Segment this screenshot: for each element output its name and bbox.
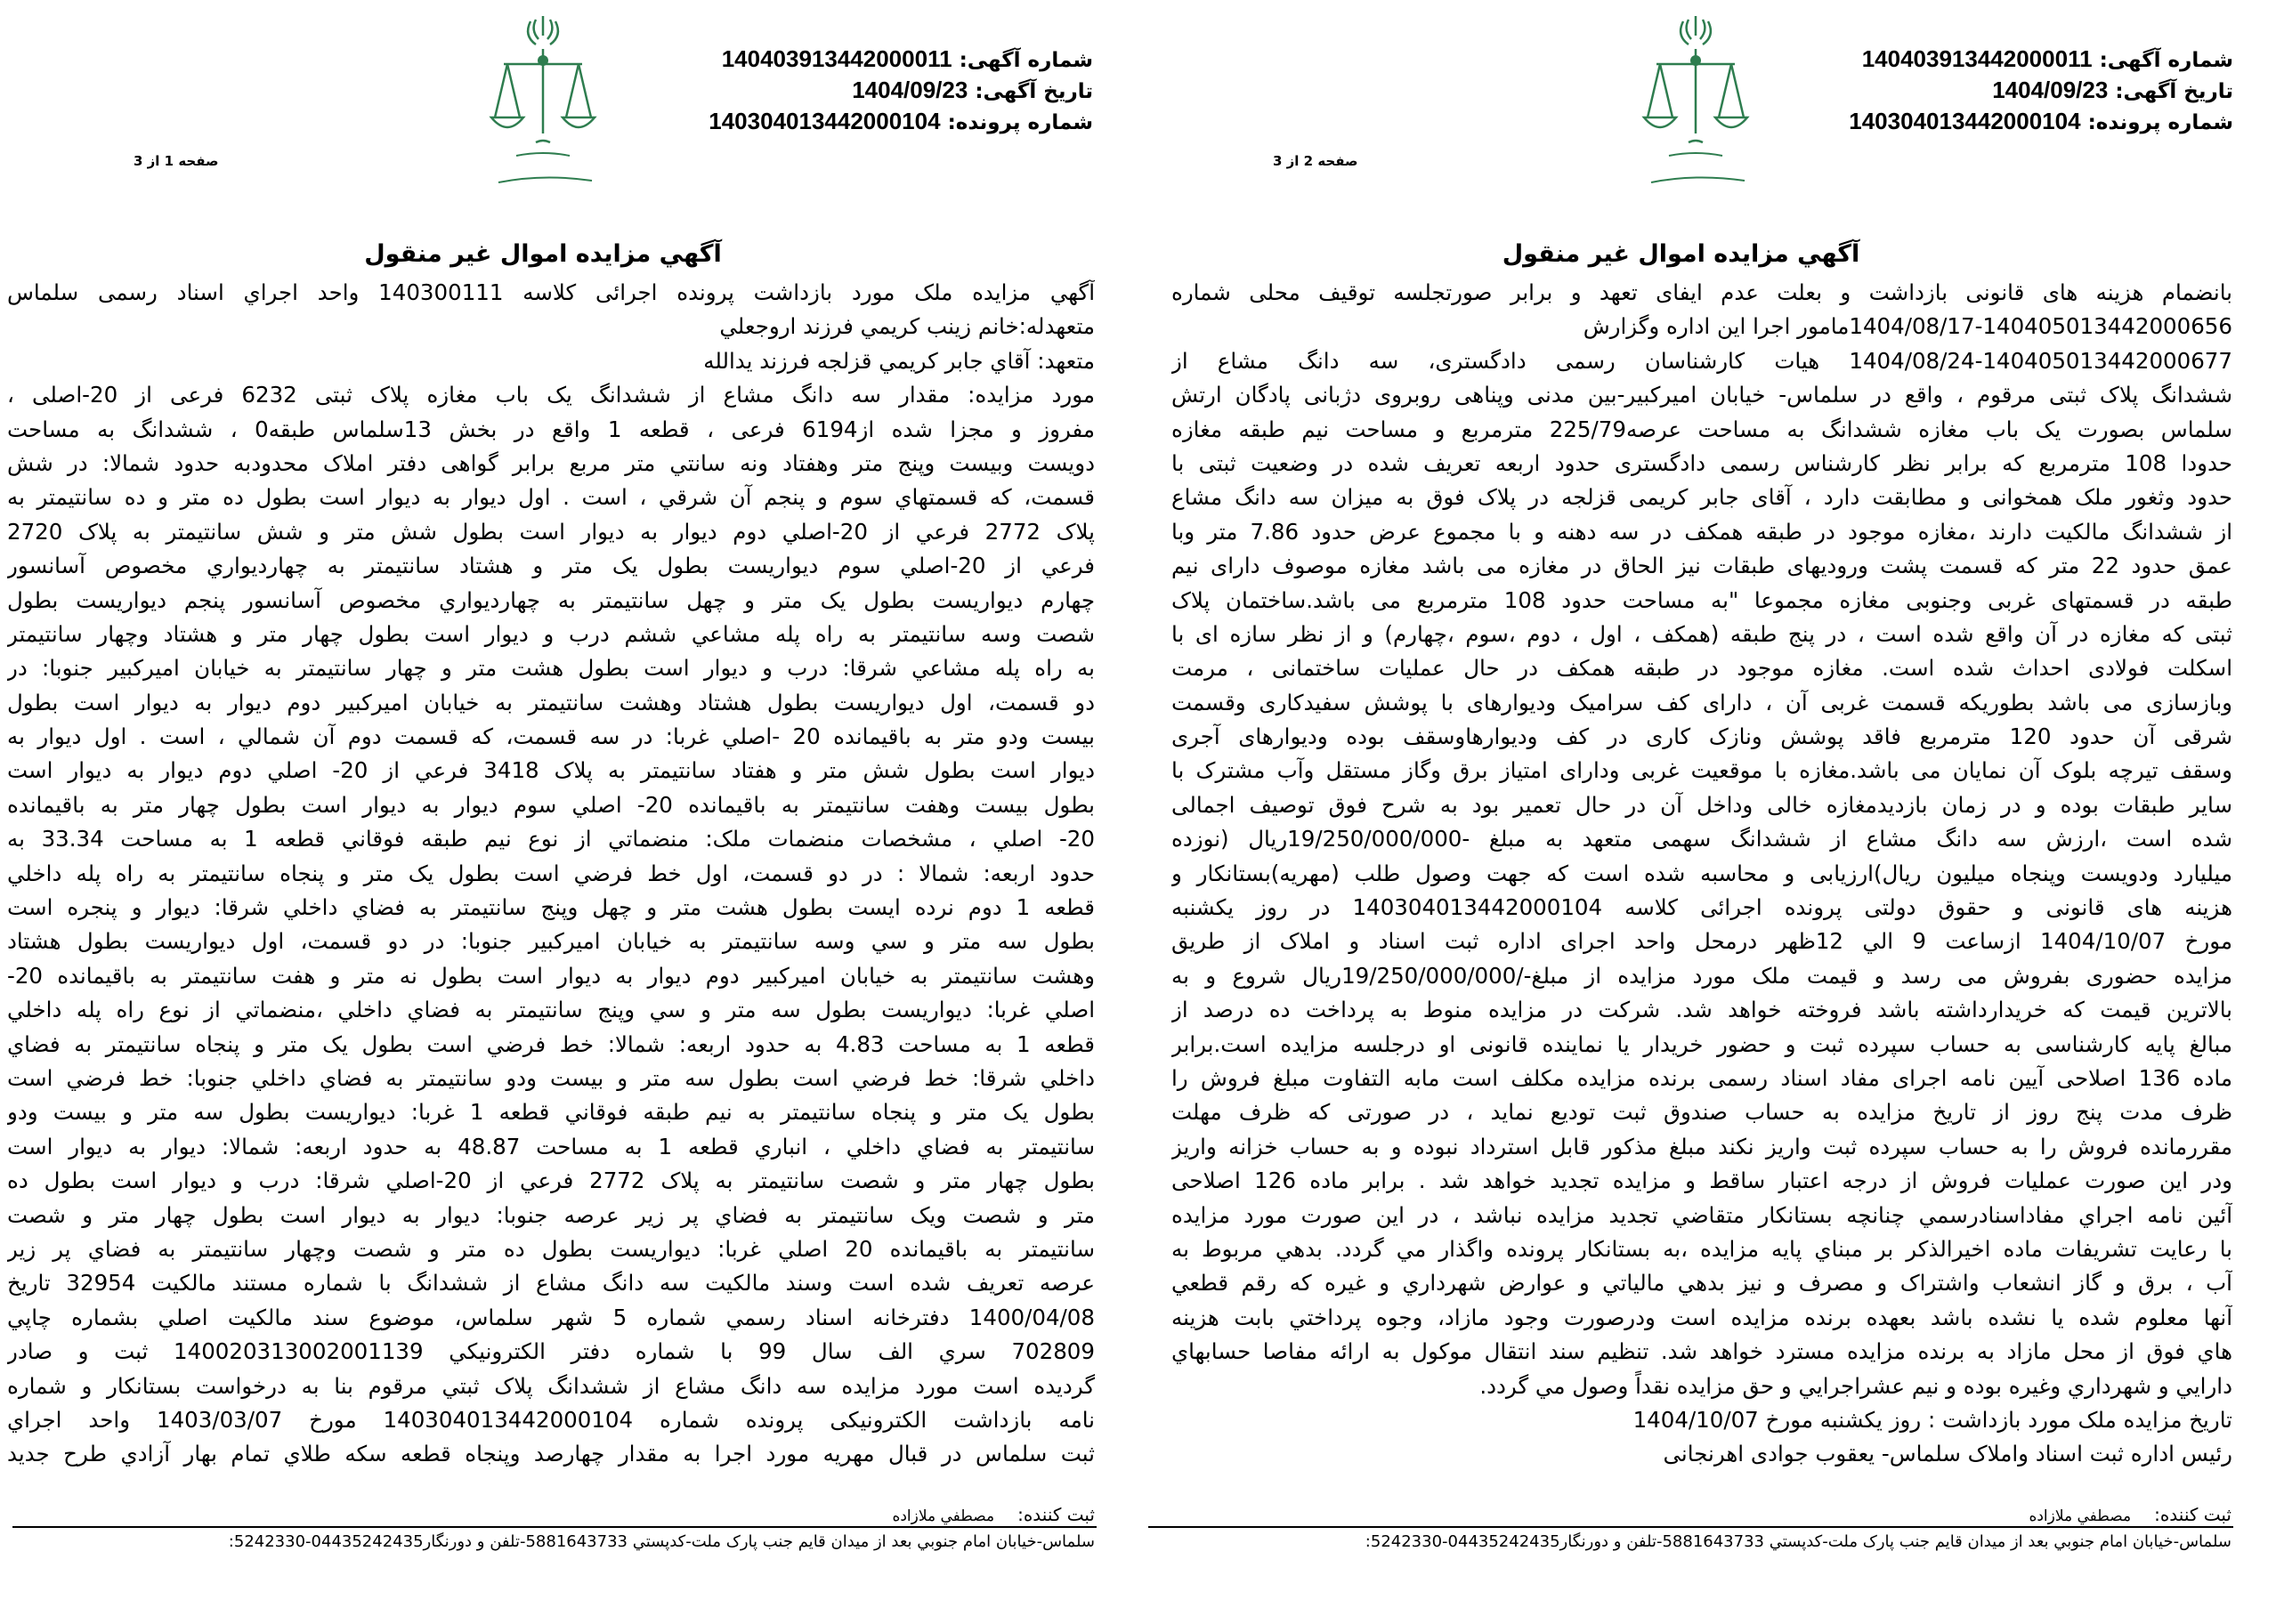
body-line: اصلي غربا: ديواريست بطول سه متر و سي وپنج سانتيمتر به فضاي داخلي ،منضماتي از نوع راه پله داخلي (7, 997, 1095, 1023)
body-line: هاي فوق از محل مازاد به برنده مزايده مسترد خواهد شد. تنظيم سند انتقال موكول به ارائه مفاصا حسابهاي (1171, 1338, 2232, 1365)
body-line: شرقى آن حدود 120 مترمربع فاقد پوشش ونازک كارى در كف وديوارهاوسقف بوده وديوارهاى آجرى (1171, 723, 2232, 750)
notice-date-label: تاریخ آگهی: (2115, 80, 2233, 103)
registrar-label: ثبت کننده: (1017, 1504, 1095, 1525)
notice-date-row (1849, 76, 2233, 107)
body-line: بطول يک متر و پنجاه سانتيمتر به نيم طبقه فوقاني قطعه 1 غربا: ديواريست بطول سه متر و بيست ودو (7, 1099, 1095, 1126)
case-number: 140304013442000104 (709, 108, 941, 134)
body-line: بطول چهار متر و شصت سانتيمتر به پلاک 2772 فرعي از 20-اصلي شرقا: درب و ديوار است بطول ده (7, 1168, 1095, 1194)
judiciary-scales-logo-icon (1633, 9, 1758, 200)
notice-number: 140403913442000011 (721, 45, 952, 72)
body-line: از ششدانگ مالكيت دارند ،مغازه موجود در طبقه همكف در سه دهنه و با مجموع عرض حدود 7.86 متر وبا (1171, 518, 2232, 545)
case-number-label: شماره پرونده: (947, 111, 1093, 134)
body-line: عرصه تعريف شده است وسند مالكيت سه دانگ مشاع از ششدانگ با شماره مستند مالكيت 32954 تاريخ (7, 1270, 1095, 1297)
judiciary-scales-logo-icon (481, 9, 605, 200)
body-line: بيست ودو متر به باقيمانده 20 -اصلي غربا: در سه قسمت، كه قسمت دوم آن شمالي ، است . اول ديوار به (7, 723, 1095, 750)
registrar (2029, 1504, 2231, 1525)
body-line: تاريخ مزايده ملک مورد بازداشت : روز يكشنبه مورخ 1404/10/07 (1632, 1406, 2232, 1433)
notice-number-row (1849, 44, 2233, 76)
body-line: اسكلت فولادى احداث شده است. مغازه موجود در طبقه همكف در حال عمليات ساختمانى ، مرمت (1171, 655, 2232, 682)
notice-date-label: تاریخ آگهی: (975, 80, 1093, 103)
body-line: ودر اين صورت عمليات فروش از درجه اعتبار ساقط و مزايده تجديد خواهد شد . برابر ماده 126 اصلاحى (1171, 1168, 2232, 1194)
notice-header (1849, 44, 2233, 138)
body-line: چهارم ديواريست بطول يک متر و چهل سانتيمتر به چهارديواري مخصوص آسانسور پنجم ديواريست بطول (7, 586, 1095, 613)
case-number: 140304013442000104 (1849, 108, 2081, 134)
case-number-row (709, 107, 1093, 138)
body-line: قطعه 1 دوم نرده ايست بطول هشت متر و چهل وپنج سانتيمتر به فضاي داخلي شرقا: ديوار و پنجره است (7, 894, 1095, 921)
body-line: با رعايت تشريفات ماده اخيرالذكر بر مبناي پايه مزايده ،به بستانكار پرونده واگذار مي گردد. بدهي مربوط به (1171, 1235, 2232, 1262)
body-line: آنها معلوم شده يا نشده باشد بعهده برنده مزايده است ودرصورت وجود مازاد، وجوه پرداختي بابت هزينه (1171, 1304, 2232, 1330)
body-line: متعهد: آقاي جابر كريمي قزلجه فرزند يدالله (703, 347, 1095, 374)
body-line: ثبتى كه مغازه در آن واقع شده است ، در پنج طبقه (همكف ، اول ، دوم ،سوم ،چهارم) و از نظر سازه اى با (1171, 620, 2232, 647)
body-line: آئين نامه اجراي مفاداسنادرسمي چنانچه بستانكار متقاضي تجديد مزايده نباشد ، در اين صورت مورد مزايده (1171, 1201, 2232, 1228)
notice-number: 140403913442000011 (1861, 45, 2093, 72)
body-line: شصت وسه سانتيمتر به راه پله مشاعي ششم درب و ديوار است بطول چهار متر و هشتاد وچهار سانتيمتر (7, 620, 1095, 647)
notice-date: 1404/09/23 (852, 77, 968, 103)
notice-number-row (709, 44, 1093, 76)
body-line: مفروز و مجزا شده از6194 فرعی ، قطعه 1 واقع در بخش 13سلماس طبقه0 ، ششدانگ به مساحت (7, 416, 1095, 442)
body-line: مقررمانده فروش را به حساب سپرده ثبت واريز نكند مبلغ مذكور قابل استرداد نبوده و به حساب خزانه واريز (1171, 1133, 2232, 1159)
notice-title: آگهي مزايده اموال غير منقول (364, 240, 722, 268)
page-number: صفحه 2 از 3 (1273, 153, 1358, 169)
registrar-name: مصطفي ملازاده (2029, 1507, 2132, 1525)
body-line: دارايي و شهرداري وغيره بوده و نيم عشراجرايي و حق مزايده نقداً وصول مي گردد. (1479, 1372, 2232, 1399)
body-line: وهشت سانتيمتر به خيابان اميركبير دوم ديوار به ديوار است بطول نه متر و هفت سانتيمتر به باقيمانده 20- (7, 962, 1095, 989)
body-line: آگهي مزايده ملک مورد بازداشت پرونده اجرائی کلاسه 140300111 واحد اجراي اسناد رسمی سلماس (7, 279, 1095, 305)
body-line: به راه پله مشاعي شرقا: درب و ديوار است بطول هشت متر و چهار سانتيمتر به خيابان اميركبير جنوبا: در (7, 655, 1095, 682)
body-line: هزينه هاى قانونى و حقوق دولتى پرونده اجرائى كلاسه 140304013442000104 در روز يكشنبه (1171, 894, 2232, 921)
body-line: حدودا 108 مترمربع كه برابر نظر كارشناس رسمى دادگسترى حدود اربعه تعريف شده در وضعيت ثبتى با (1171, 449, 2232, 476)
body-line: فرعي از 20-اصلي سوم ديواريست بطول يک متر و هشتاد سانتيمتر به چهارديواري مخصوص آسانسور (7, 553, 1095, 579)
body-line: 20- اصلي ، مشخصات منضمات ملک: منضماتي از نوع نيم طبقه فوقاني قطعه 1 به مساحت 33.34 به (7, 826, 1095, 852)
case-number-label: شماره پرونده: (2087, 111, 2233, 134)
body-line: 1404/08/24-14040501344200067‌7 هيات كارشناسان رسمى دادگسترى، سه دانگ مشاع از (1171, 347, 2232, 374)
office-address: سلماس-خيابان امام جنوبي بعد از ميدان قايم جنب پارک ملت-کدپستي 5881643733-تلفن و دورنگار04435242435-5242330: (228, 1532, 1095, 1551)
body-line: ششدانگ پلاک ثبتی مرقوم ، واقع در سلماس- خيابان اميركبير-بين مدنى وپناهى روبروى دژبانى پادگان ارتش (1171, 382, 2232, 408)
notice-title: آگهي مزايده اموال غير منقول (1502, 240, 1860, 268)
registrar-label: ثبت کننده: (2154, 1504, 2231, 1525)
body-line: دو قسمت، اول ديواريست بطول هشتاد وهشت سانتيمتر به خيابان اميركبير دوم ديوار به ديوار است بطول (7, 689, 1095, 715)
body-line: 702809 سري الف سال 99 با شماره دفتر الكترونيكي 140020313002001139 ثبت و صادر (7, 1338, 1095, 1365)
body-line: متر و شصت ويک سانتيمتر به فضاي پر زير عرصه جنوبا: ديوار به ديوار است بطول چهار متر و شصت (7, 1201, 1095, 1228)
body-line: وبازسازى مى باشد بطوريكه قسمت غربى آن ، داراى كف سراميک وديوارهاى با پوشش سفيدكارى وقسمت (1171, 689, 2232, 715)
notice-header (709, 44, 1093, 138)
body-line: سانتيمتر به فضاي داخلي ، انباري قطعه 1 به مساحت 48.87 به حدود اربعه: شمالا: ديوار به ديوار است (7, 1133, 1095, 1159)
body-line: عمق حدود 22 متر كه قسمت پشت وروديهاى طبقات نيز الحاق در مغازه مى باشد مغازه موصوف داراى نيم (1171, 553, 2232, 579)
notice-body (1171, 276, 2232, 1472)
notice-date: 1404/09/23 (1992, 77, 2109, 103)
notice-date-row (709, 76, 1093, 107)
registrar (892, 1504, 1095, 1525)
body-line: شده است ،ارزش سه دانگ مشاع از ششدانگ سهمى متعهد به مبلغ -19/250/000/000ريال (نوزده (1171, 826, 2232, 852)
notice-number-label: شماره آگهی: (959, 49, 1093, 72)
body-line: داخلي شرقا: خط فرضي است بطول سه متر و بيست ودو سانتيمتر به فضاي داخلي جنوبا: خط فرضي است (7, 1064, 1095, 1091)
body-line: ثبت سلماس در قبال مهريه مورد اجرا به مقدار چهارصد وپنجاه قطعه سكه طلاي تمام بهار آزادي طرح جديد (7, 1441, 1095, 1467)
body-line: مورد مزايده: مقدار سه دانگ مشاع از ششدانگ يک باب مغازه پلاک ثبتی 6232 فرعی از 20-اصلی ، (7, 382, 1095, 408)
notice-body (7, 276, 1095, 1472)
notice-number-label: شماره آگهی: (2099, 49, 2233, 72)
body-line: متعهدله:خانم زينب كريمي فرزند اروجعلي (719, 313, 1095, 340)
body-line: 1404/08/17-14040501344200065‌6مامور اجرا اين اداره وگزارش (1583, 313, 2232, 340)
body-line: ديوار است بطول شش متر و هفتاد سانتيمتر به پلاک 3418 فرعي از 20- اصلي دوم ديوار به ديوار است (7, 757, 1095, 784)
body-line: سانتيمتر به باقيمانده 20 اصلي غربا: ديواريست بطول ده متر و شصت وچهار سانتيمتر به فضاي پر زير (7, 1235, 1095, 1262)
page-number: صفحه 1 از 3 (134, 153, 219, 169)
body-line: طبقه در قسمتهاى غربى وجنوبى مغازه مجموعا "به مساحت حدود 108 مترمربع مى باشد.ساختمان پلاک (1171, 586, 2232, 613)
body-line: سلماس بصورت يک باب مغازه ششدانگ به مساحت عرصه225/79 مترمربع و مساحت نيم طبقه مغازه (1171, 416, 2232, 442)
body-line: وسقف تيرچه بلوک آن نمايان مى باشد.مغازه با موقعيت غربى وداراى امتياز برق وگاز مستقل وآب مشترک با (1171, 757, 2232, 784)
body-line: پلاک 2772 فرعي از 20-اصلي دوم ديوار به ديوار است بطول شش متر و شش سانتيمتر به پلاک 2720 (7, 518, 1095, 545)
body-line: بطول بيست وهفت سانتيمتر به باقيمانده 20- اصلي سوم ديوار به ديوار است بطول چهار متر به باقيمانده (7, 791, 1095, 818)
registrar-name: مصطفي ملازاده (892, 1507, 995, 1525)
body-line: حدود وثغور ملک همخوانى و مطابقت دارد ، آقاى جابر كريمى قزلجه در پلاک فوق به ميزان سه دانگ مشاع (1171, 484, 2232, 511)
body-line: دويست وبيست وپنج متر وهفتاد ونه سانتي متر مربع برابر گواهی دفتر املاک محدودبه حدود شمالا: در شش (7, 449, 1095, 476)
body-line: ماده 136 اصلاحى آيين نامه اجراى مفاد اسناد رسمى برنده مزايده مكلف است مابه التفاوت مبلغ فروش را (1171, 1064, 2232, 1091)
body-line: رئيس اداره ثبت اسناد واملاک سلماس- يعقوب جوادى اهرنجانى (1663, 1441, 2232, 1467)
body-line: آب ، برق و گاز انشعاب واشتراک و مصرف و نيز بدهي مالياتي و عوارض شهرداري و غيره كه رقم قطعي (1171, 1270, 2232, 1297)
page-2 (1148, 0, 2276, 1624)
body-line: حدود اربعه: شمالا : در دو قسمت، اول خط فرضي است بطول يک متر و پنجاه سانتيمتر به راه پله داخلي (7, 860, 1095, 886)
body-line: بطول سه متر و سي وسه سانتيمتر به خيابان اميركبير جنوبا: در دو قسمت، اول ديواريست بطول هشتاد (7, 928, 1095, 955)
body-line: ميليارد ودويست وپنجاه ميليون ريال)ارزيابى و محاسبه شده است كه جهت وصول طلب (مهريه)بستانكار و (1171, 860, 2232, 886)
body-line: بانضمام هزينه هاى قانونى بازداشت و بعلت عدم ايفاى تعهد و برابر صورتجلسه توقيف محلى شماره (1171, 279, 2232, 305)
body-line: مزايده حضورى بفروش مى رسد و قيمت ملک مورد مزايده از مبلغ-/19/250/000/000ريال شروع و به (1171, 962, 2232, 989)
body-line: بالاترين قيمت كه خريدارداشته باشد فروخته خواهد شد. شركت در مزايده منوط به پرداخت ده درصد از (1171, 997, 2232, 1023)
body-line: قطعه 1 به مساحت 4.83 به حدود اربعه: شمالا: خط فرضي است بطول يک متر و پنجاه سانتيمتر به فضاي (7, 1030, 1095, 1057)
footer-divider (12, 1526, 1097, 1528)
body-line: ساير طبقات بوده و در زمان بازديدمغازه خالى وداخل آن در حال تعمير بود به شرح فوق توصيف اجمالى (1171, 791, 2232, 818)
body-line: قسمت، كه قسمتهاي سوم و پنجم آن شرقي ، است . اول ديوار به ديوار است بطول ده متر و ده سانتيمتر به (7, 484, 1095, 511)
body-line: گرديده است مورد مزايده سه دانگ مشاع از ششدانگ پلاک ثبتي مرقوم بنا به درخواست بستانكار و شماره (7, 1372, 1095, 1399)
footer-divider (1148, 1526, 2233, 1528)
body-line: ظرف مدت پنج روز از تاريخ مزايده به حساب صندوق ثبت توديع نمايد ، در صورتى كه ظرف مهلت (1171, 1099, 2232, 1126)
office-address: سلماس-خيابان امام جنوبي بعد از ميدان قايم جنب پارک ملت-کدپستي 5881643733-تلفن و دورنگار04435242435-5242330: (1365, 1532, 2231, 1551)
body-line: مورخ 1404/10/07 ازساعت 9 الي 12ظهر درمحل واحد اجراى اداره ثبت اسناد و املاک از طريق (1171, 928, 2232, 955)
body-line: مبالغ پايه كارشناسى به حساب سپرده ثبت و حضور خريدار يا نماينده قانونى او درجلسه مزايده است.برابر (1171, 1030, 2232, 1057)
case-number-row (1849, 107, 2233, 138)
body-line: نامه بازداشت الكترونيكى پرونده شماره 140304013442000104 مورخ 1403/03/07 واحد اجراي (7, 1406, 1095, 1433)
body-line: 1400/04/08 دفترخانه اسناد رسمي شماره 5 شهر سلماس، موضوع سند مالكيت اصلي بشماره چاپي (7, 1304, 1095, 1330)
